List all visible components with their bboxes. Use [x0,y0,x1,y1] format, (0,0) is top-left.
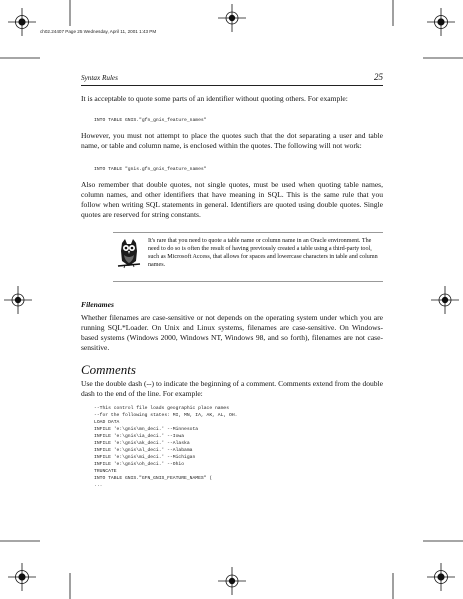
code-line: INFILE 'e:\gnis\al_deci.' --Alabama [94,448,193,453]
code-line: --for the following states: MI, MN, IA, AK, AL, OH. [94,413,238,418]
section-heading-comments: Comments [81,362,136,377]
code-example-1: INTO TABLE GNIS."gfn_gnis_feature_names" [94,118,207,123]
paragraph-comments: Use the double dash (--) to indicate the beginning of a comment. Comments extend from the double dash to the end of the line. For example: [81,379,383,399]
registration-mark-bottom-left [8,563,36,591]
code-example-comments [94,405,237,489]
code-line: INFILE 'e:\gnis\mi_deci.' --Michigan [94,455,196,460]
code-line: INFILE 'e:\gnis\mn_deci.' --Minnesota [94,427,199,432]
code-line: ... [94,483,103,488]
header-rule [81,85,383,86]
code-line: INFILE 'e:\gnis\oh_deci.' --Ohio [94,462,185,467]
registration-mark-top-left [8,8,36,36]
paragraph-filenames: Whether filenames are case-sensitive or not depends on the operating system under which you are running SQL*Loader. On Unix and Linux systems, filenames are case-sensitive. On Windows-based systems (Windows 2000, Windows NT, Windows 98, and so forth), filenames are not case-sensitive. [81,313,383,353]
paragraph-quote-parts: It is acceptable to quote some parts of an identifier without quoting others. For example: [81,94,348,103]
code-line: --This control file loads geographic place names [94,406,230,411]
code-line: INTO TABLE GNIS."GFN_GNIS_FEATURE_NAMES" ( [94,476,213,481]
registration-mark-left-middle [4,286,32,314]
code-line: INFILE 'e:\gnis\ia_deci.' --Iowa [94,434,185,439]
code-line: LOAD DATA [94,420,120,425]
section-heading-filenames: Filenames [81,300,114,309]
code-line: TRUNCATE [94,469,117,474]
registration-mark-right-middle [431,286,459,314]
print-slug: ch02.24407 Page 25 Wednesday, April 11, 2001 1:43 PM [40,29,157,34]
note-text: It's rare that you need to quote a table name or column name in an Oracle environment. The need to do so is often the result of having previously created a table using a third-party tool, such as Microsoft Access, that allows for spaces and lowercase characters in table and column names. [148,238,378,269]
registration-mark-top-right [427,8,455,36]
code-example-2: INTO TABLE "gnis.gfn_gnis_feature_names" [94,167,207,172]
paragraph-double-quotes: Also remember that double quotes, not single quotes, must be used when quoting table names, column names, and other identifiers that have meaning in SQL. This is the same rule that you follow when writing SQL statements in general. Identifiers are quoted using double quotes. Single quotes are reserved for string constants. [81,180,383,220]
code-line: INFILE 'e:\gnis\ak_deci.' --Alaska [94,441,190,446]
running-title: Syntax Rules [81,74,118,82]
paragraph-dot-warning: However, you must not attempt to place the quotes such that the dot separating a user and table name, or table and column name, is enclosed within the quotes. The following will not work: [81,131,383,151]
note-bottom-rule [113,281,383,282]
note-top-rule [113,232,383,233]
registration-mark-bottom-center [218,567,246,595]
registration-mark-top-center [218,4,246,32]
owl-icon [116,237,142,271]
registration-mark-bottom-right [427,563,455,591]
page-number: 25 [374,72,383,82]
